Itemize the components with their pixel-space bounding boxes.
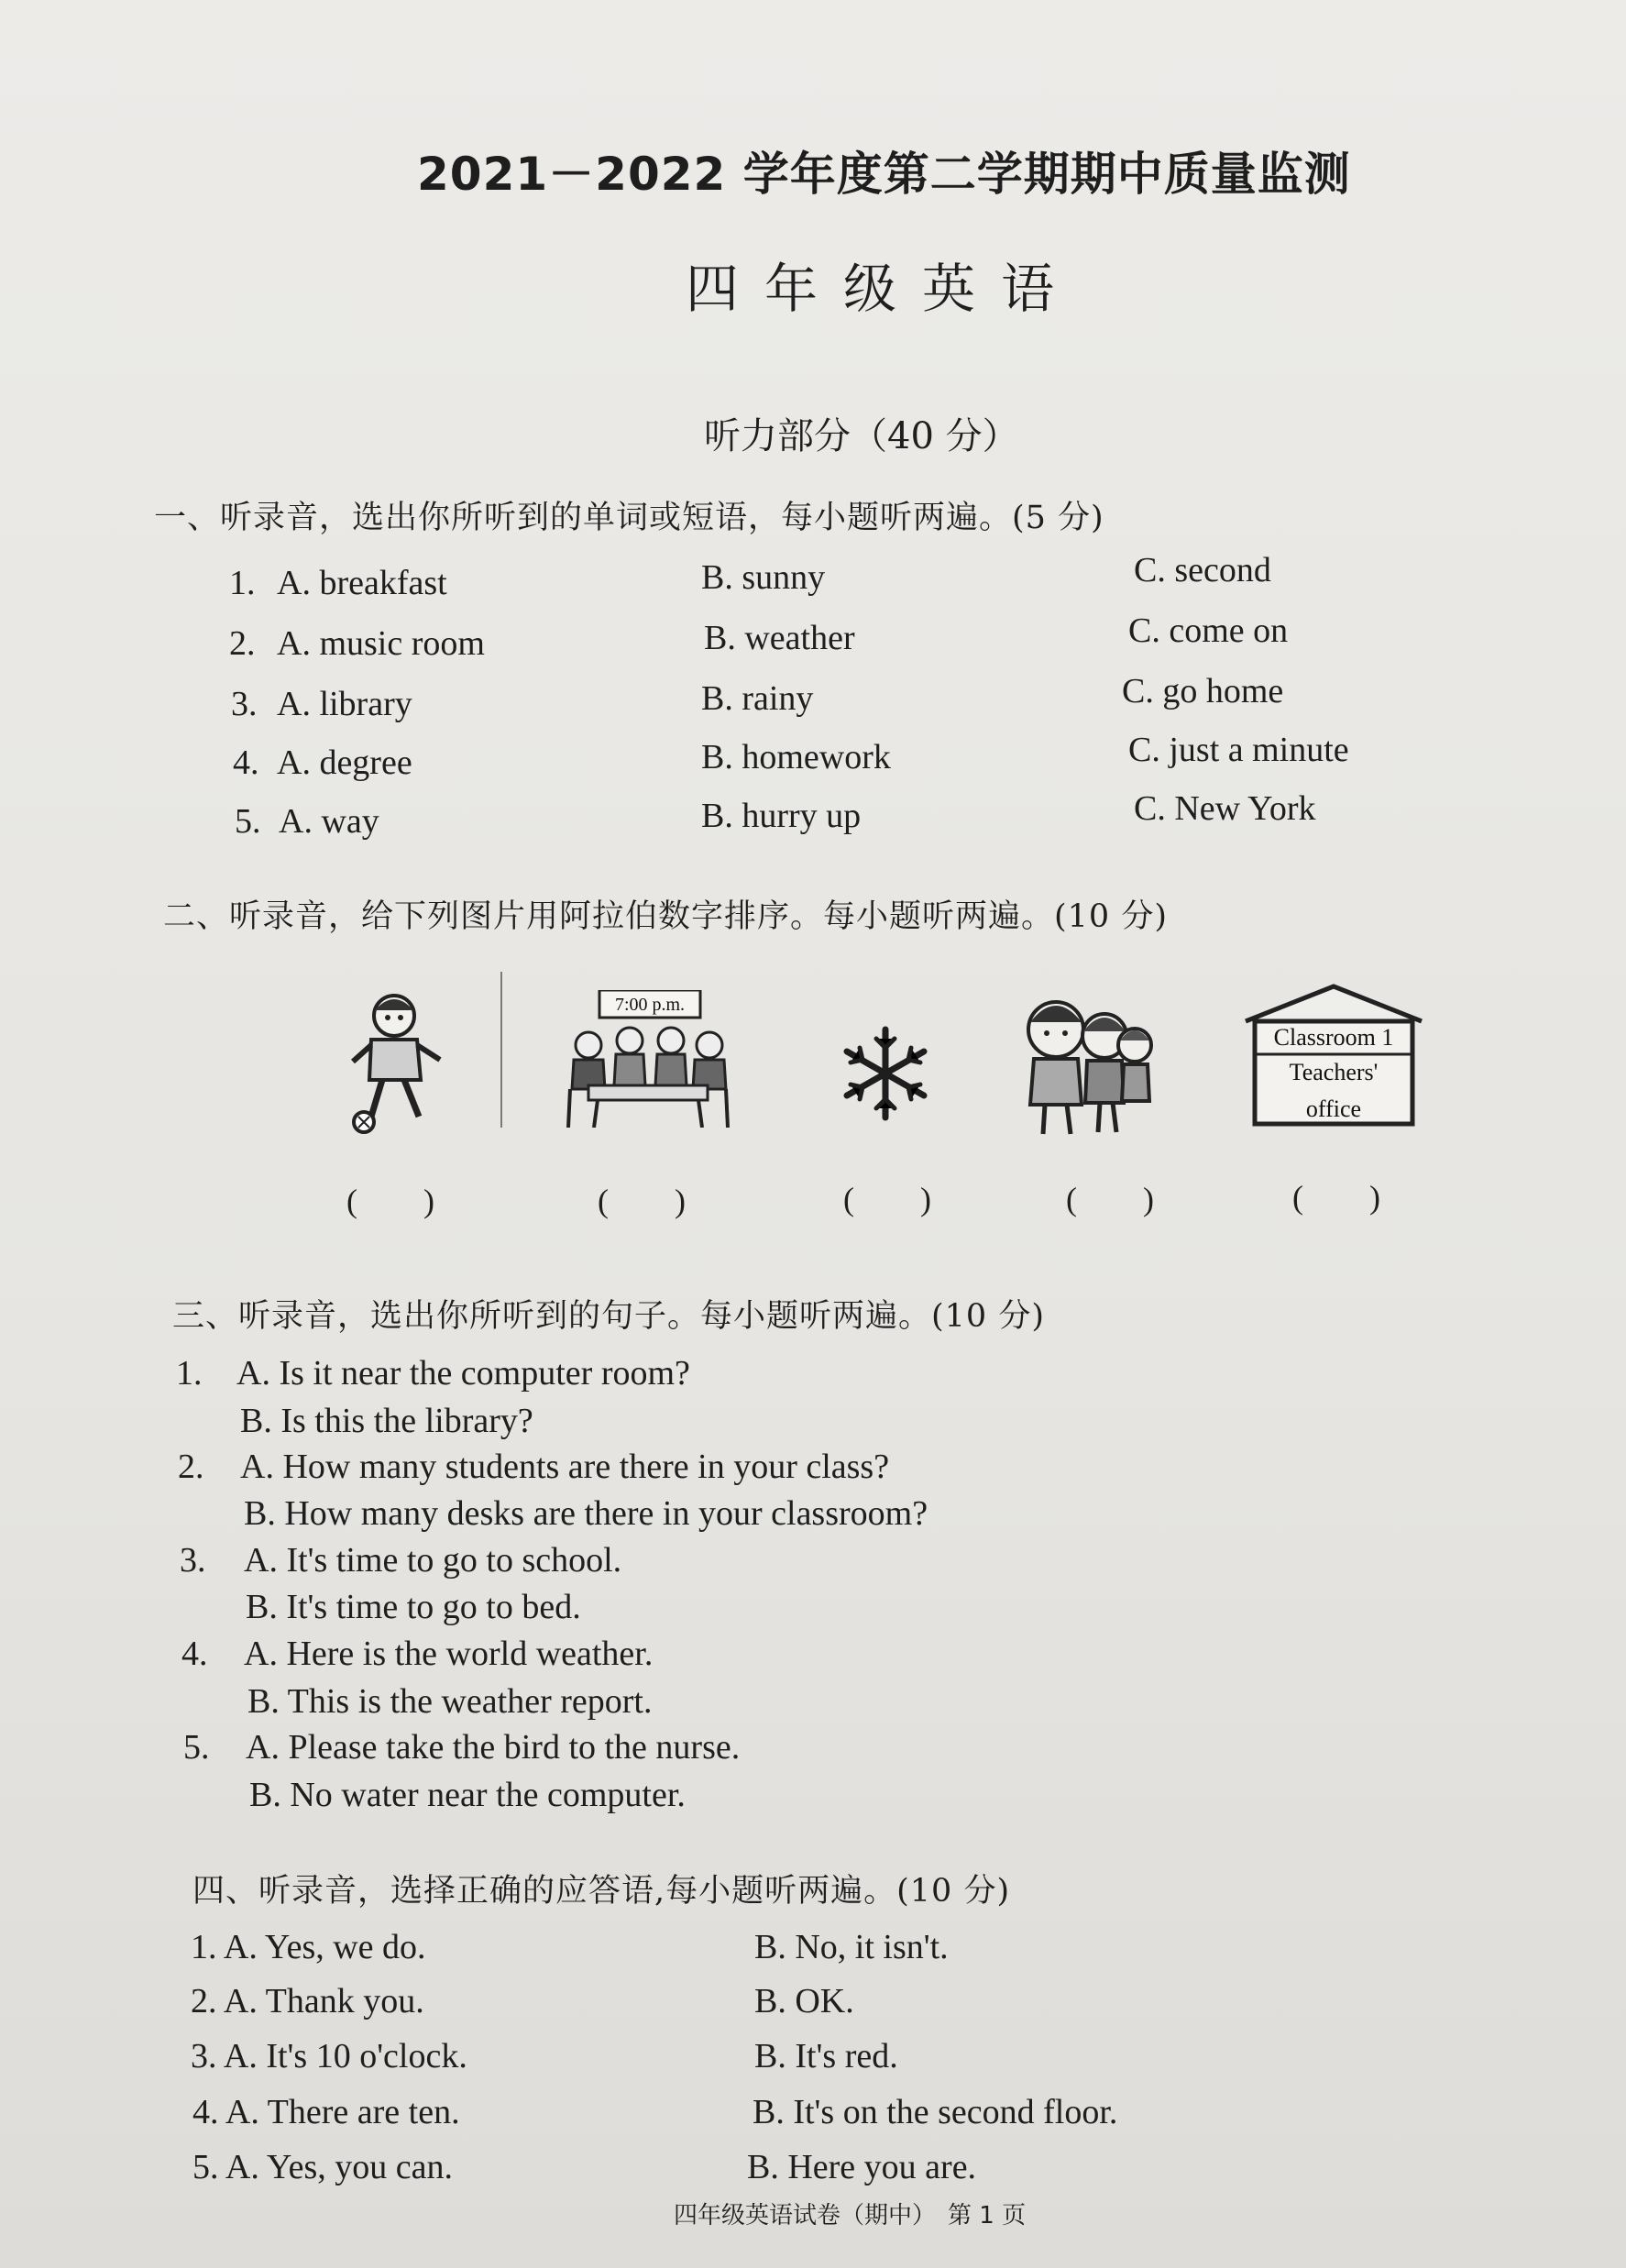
sign-classroom-label: Classroom 1	[1273, 1024, 1394, 1051]
s3-q1-option-a: A. Is it near the computer room?	[236, 1354, 690, 1393]
listening-part-heading: 听力部分（40 分）	[704, 415, 1019, 457]
s3-q5-num: 5.	[183, 1728, 210, 1767]
s1-q2-option-b: B. weather	[704, 619, 855, 657]
s2-answer-blank-2[interactable]: ( )	[598, 1183, 686, 1219]
s1-q5-option-a: A. way	[279, 802, 379, 841]
s3-q1-num: 1.	[176, 1354, 203, 1393]
s1-q4-option-c: C. just a minute	[1128, 731, 1349, 769]
boy-playing-football-icon	[344, 988, 445, 1135]
section2-divider	[500, 972, 502, 1128]
s3-q5-option-a: A. Please take the bird to the nurse.	[246, 1728, 741, 1767]
sign-teachers-label: Teachers'	[1289, 1059, 1379, 1085]
s1-q3-option-a: A. library	[277, 685, 412, 723]
s1-q2-option-c: C. come on	[1128, 611, 1289, 650]
s2-answer-blank-4[interactable]: ( )	[1066, 1181, 1154, 1217]
s3-q4-option-b: B. This is the weather report.	[247, 1682, 653, 1721]
snowflake-icon	[837, 1025, 934, 1122]
s1-q4-option-b: B. homework	[701, 738, 891, 776]
exam-title: 2021－2022 学年度第二学期期中质量监测	[417, 148, 1351, 201]
s2-answer-blank-1[interactable]: ( )	[346, 1183, 434, 1219]
s1-q4-num: 4.	[233, 743, 259, 782]
s1-q2-option-a: A. music room	[277, 624, 485, 663]
s4-q5-option-b: B. Here you are.	[747, 2148, 977, 2186]
exam-subject: 四年级英语	[686, 258, 1081, 320]
s4-q1-option-b: B. No, it isn't.	[754, 1928, 949, 1966]
s1-q5-num: 5.	[235, 802, 261, 841]
children-group-icon	[1017, 995, 1155, 1137]
s1-q5-option-c: C. New York	[1134, 789, 1316, 828]
s4-q1-option-a: 1. A. Yes, we do.	[191, 1928, 426, 1966]
s1-q1-option-c: C. second	[1134, 551, 1271, 589]
s2-answer-blank-3[interactable]: ( )	[843, 1181, 931, 1217]
family-dinner-icon	[561, 990, 735, 1128]
s1-q2-num: 2.	[229, 624, 256, 663]
s3-q4-option-a: A. Here is the world weather.	[244, 1635, 654, 1673]
page-footer: 四年级英语试卷（期中） 第 1 页	[674, 2202, 1027, 2229]
s3-q4-num: 4.	[181, 1635, 208, 1673]
s1-q3-option-b: B. rainy	[701, 679, 814, 718]
dinner-time-caption: 7:00 p.m.	[614, 995, 686, 1015]
section2-title: 二、听录音，给下列图片用阿拉伯数字排序。每小题听两遍。(10 分)	[163, 898, 1168, 935]
s2-answer-blank-5[interactable]: ( )	[1292, 1179, 1380, 1216]
s4-q3-option-b: B. It's red.	[754, 2037, 898, 2075]
s1-q4-option-a: A. degree	[277, 743, 412, 782]
section3-title: 三、听录音，选出你所听到的句子。每小题听两遍。(10 分)	[172, 1298, 1045, 1335]
s1-q5-option-b: B. hurry up	[701, 797, 862, 835]
sign-office-label: office	[1305, 1095, 1362, 1122]
s3-q2-option-b: B. How many desks are there in your classroom?	[244, 1494, 928, 1533]
building-sign-icon	[1242, 983, 1425, 1129]
s3-q2-num: 2.	[178, 1448, 204, 1486]
s3-q3-option-b: B. It's time to go to bed.	[246, 1588, 581, 1626]
s3-q1-option-b: B. Is this the library?	[240, 1402, 533, 1440]
s3-q2-option-a: A. How many students are there in your class?	[240, 1448, 890, 1486]
s4-q2-option-a: 2. A. Thank you.	[191, 1982, 424, 2020]
s1-q3-num: 3.	[231, 685, 258, 723]
s1-q1-option-b: B. sunny	[701, 558, 826, 597]
section1-title: 一、听录音，选出你所听到的单词或短语，每小题听两遍。(5 分)	[154, 500, 1104, 536]
s4-q5-option-a: 5. A. Yes, you can.	[192, 2148, 453, 2186]
section4-title: 四、听录音，选择正确的应答语,每小题听两遍。(10 分)	[192, 1873, 1011, 1910]
s3-q5-option-b: B. No water near the computer.	[249, 1776, 686, 1814]
s1-q1-num: 1.	[229, 564, 256, 602]
s4-q3-option-a: 3. A. It's 10 o'clock.	[191, 2037, 467, 2075]
s1-q1-option-a: A. breakfast	[277, 564, 447, 602]
s3-q3-num: 3.	[180, 1541, 206, 1580]
s3-q3-option-a: A. It's time to go to school.	[244, 1541, 622, 1580]
s1-q3-option-c: C. go home	[1122, 672, 1284, 710]
s4-q4-option-b: B. It's on the second floor.	[753, 2093, 1118, 2131]
s4-q4-option-a: 4. A. There are ten.	[192, 2093, 460, 2131]
s4-q2-option-b: B. OK.	[754, 1982, 854, 2020]
